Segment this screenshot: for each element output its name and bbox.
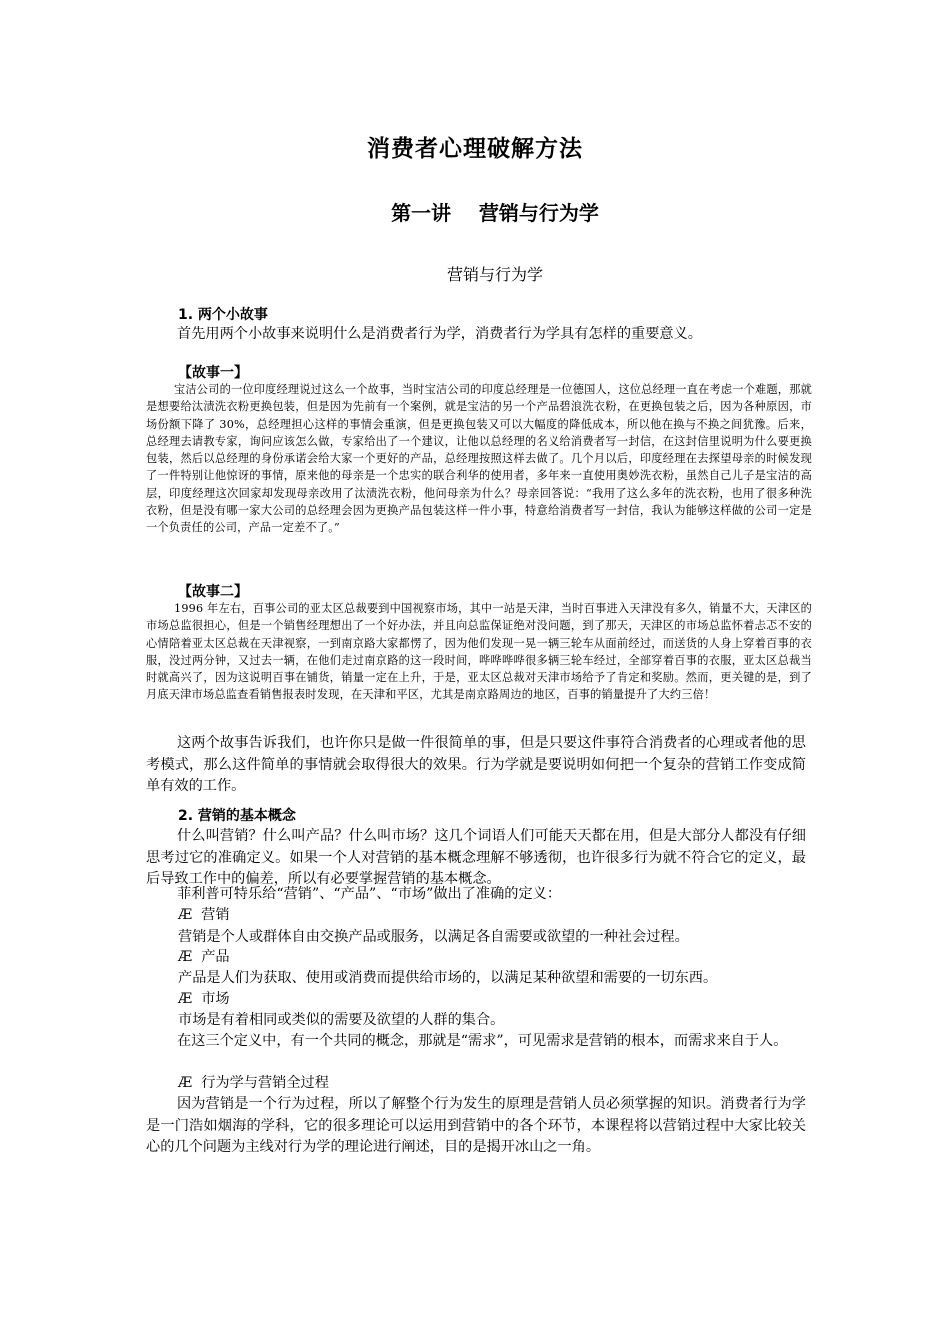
definition-marketing-text: 营销是个人或群体自由交换产品或服务，以满足各自需要或欲望的一种社会过程。 [178,929,689,945]
section-title: 营销与行为学 [446,265,543,284]
heading-basic-concepts: 2. 营销的基本概念 [178,808,296,824]
story2-text: 1996 年左右，百事公司的亚太区总裁要到中国视察市场，其中一站是天津，当时百事进入天津没有多久，销量不大，天津区的市场总监很担心，但是一个销售经理想出了一个好办法，并且向总监保证绝对没问题，到了那天，天津区的市场总监怀着忐忑不安的心情陪着亚太区总裁在天津视察，一到南京路大家都愣了，因为他们发现一晃一辆三轮车从面前经过，而送货的人身上穿着百事的衣服，没过两分钟，又过去一辆，在他们走过南京路的这一段时间，哗哗哗哗很多辆三轮车经过，全部穿着百事的衣服，亚太区总裁当时就高兴了，因为这说明百事在铺货，销量一定在上升，于是，亚太区总裁对天津市场给予了肯定和奖励。然而，更关键的是，到了月底天津市场总监查看销售报表时发现，在天津和平区，尤其是南京路周边的地区，百事的销量提升了大约三倍！ [146,602,812,702]
story1-label: 【故事一】 [178,365,248,381]
bullet-marker: Æ [178,991,193,1007]
definition-behavior-term [178,1073,329,1095]
story1-text: 宝洁公司的一位印度经理说过这么一个故事，当时宝洁公司的印度总经理是一位德国人，这位总经理一直在考虑一个难题，那就是想要给汰渍洗衣粉更换包装，但是因为先前有一个案例，就是宝洁的另一个产品碧浪洗衣粉，在更换包装之后，因为各种原因，市场份额下降了 30%，总经理担心这样的事情会重演，但是更换包装又可以大幅度的降低成本，所以他在换与不换之间犹豫。后来，总经理去请教专家，询问应该怎么做，专家给出了一个建议，让他以总经理的名义给消费者写一封信，在这封信里说明为什么要更换包装，然后以总经理的身份承诺会给大家一个更好的产品，总经理按照这样去做了。几个月以后，印度经理在去探望母亲的时候发现了一件特别让他惊讶的事情，原来他的母亲是一个忠实的联合利华的使用者，多年来一直使用奥妙洗衣粉，虽然自己儿子是宝洁的高层，印度经理这次回家却发现母亲改用了汰渍洗衣粉，他问母亲为什么？母亲回答说：“我用了这么多年的洗衣粉，也用了很多种洗衣粉，但是没有哪一家大公司的总经理会因为更换产品包装这样一件小事，特意给消费者写一封信，我认为能够这样做的公司一定是一个负责任的公司，产品一定差不了。” [146,383,812,535]
definition-market-term [178,989,230,1011]
story2-label: 【故事二】 [178,584,248,600]
intro-paragraph: 首先用两个小故事来说明什么是消费者行为学，消费者行为学具有怎样的重要意义。 [177,326,702,342]
term-behavior-process: 行为学与营销全过程 [201,1075,329,1091]
bullet-marker: Æ [178,1075,193,1091]
concepts-paragraph-4: 因为营销是一个行为过程，所以了解整个行为发生的原理是营销人员必须掌握的知识。消费者行为学是一门浩如烟海的学科，它的很多理论可以运用到营销中的各个环节，本课程将以营销过程中大家比较关心的几个问题为主线对行为学的理论进行阐述，目的是揭开冰山之一角。 [146,1096,806,1155]
concepts-paragraph-2: 菲利普可特乐给“营销”、“产品”、“市场”做出了准确的定义： [177,886,562,902]
heading-two-stories: 1. 两个小故事 [178,307,268,323]
bullet-marker: Æ [178,907,193,923]
definition-marketing-term [178,905,230,927]
bullet-marker: Æ [178,949,193,965]
term-product: 产品 [201,949,230,965]
definition-market-text: 市场是有着相同或类似的需要及欲望的人群的集合。 [178,1012,505,1028]
definition-product-term [178,947,230,969]
main-title: 消费者心理破解方法 [367,136,583,162]
concepts-paragraph-1: 什么叫营销？什么叫产品？什么叫市场？这几个词语人们可能天天都在用，但是大部分人都没有仔细思考过它的准确定义。如果一个人对营销的基本概念理解不够透彻，也许很多行为就不符合它的定义，最后导致工作中的偏差，所以有必要掌握营销的基本概念。 [146,828,806,887]
definition-product-text: 产品是人们为获取、使用或消费而提供给市场的，以满足某种欲望和需要的一切东西。 [178,970,718,986]
conclusion-paragraph: 这两个故事告诉我们，也许你只是做一件很简单的事，但是只要这件事符合消费者的心理或者他的思考模式，那么这件简单的事情就会取得很大的效果。行为学就是要说明如何把一个复杂的营销工作变成简单有效的工作。 [146,735,806,794]
term-marketing: 营销 [201,907,230,923]
concepts-paragraph-3: 在这三个定义中，有一个共同的概念，那就是“需求”，可见需求是营销的根本，而需求来自于人。 [177,1033,788,1049]
term-market: 市场 [201,991,230,1007]
lecture-title: 第一讲 营销与行为学 [391,201,599,225]
